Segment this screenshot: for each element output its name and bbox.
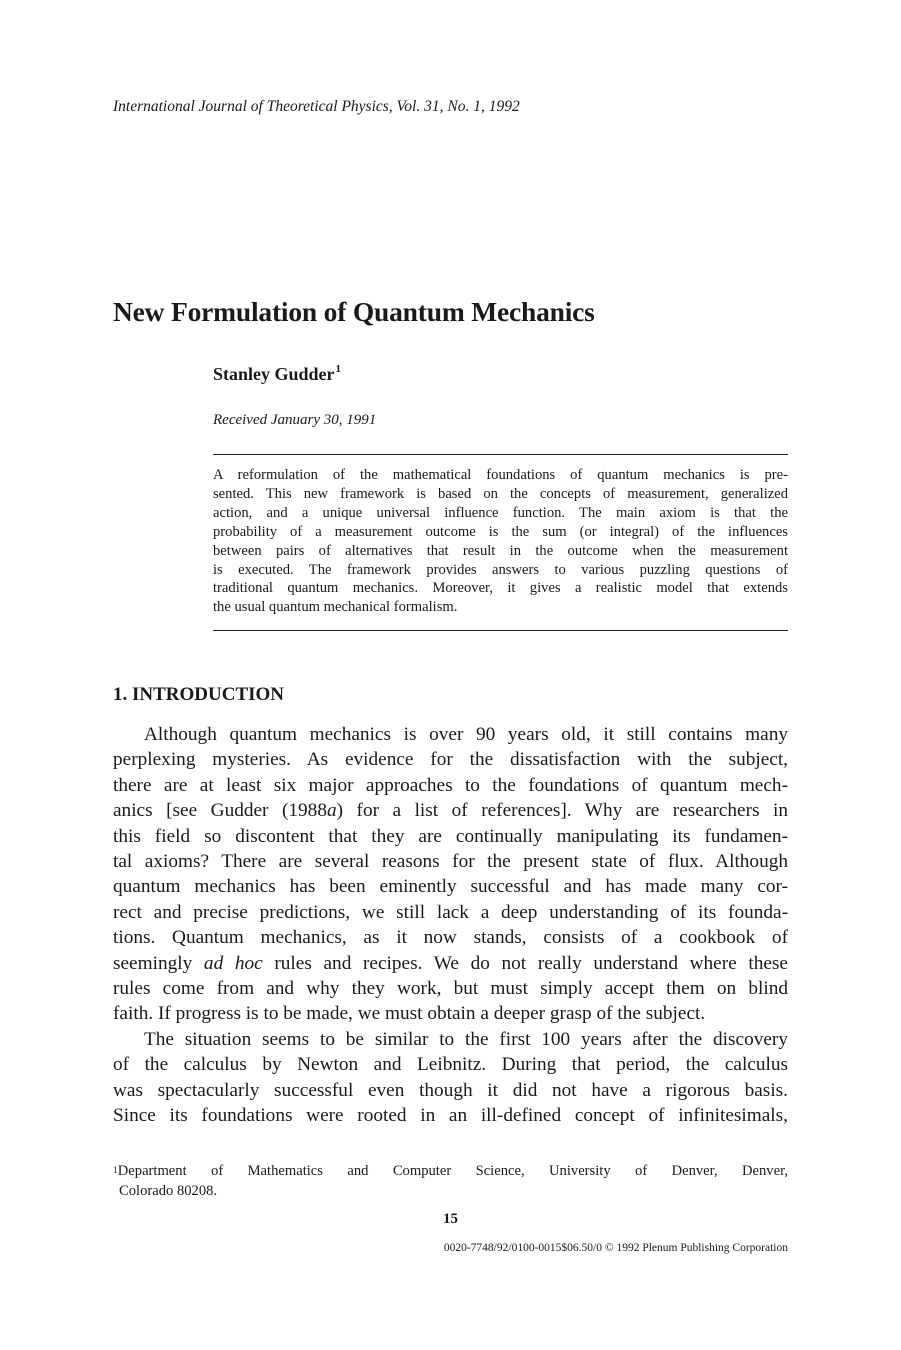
abstract-line: A reformulation of the mathematical foundations of quantum mechanics is pre- xyxy=(213,467,788,483)
body-line: perplexing mysteries. As evidence for the dissatisfaction with the subject, xyxy=(113,749,788,771)
body-line: rect and precise predictions, we still lack a deep understanding of its founda- xyxy=(113,901,788,923)
footnote-mark: 1 xyxy=(113,1166,118,1176)
author-name xyxy=(213,364,341,385)
body-line: was spectacularly successful even though it did not have a rigorous basis. xyxy=(113,1079,788,1101)
body-line: there are at least six major approaches to the foundations of quantum mech- xyxy=(113,774,788,796)
body-line: The situation seems to be similar to the first 100 years after the discovery xyxy=(144,1028,788,1050)
body-line-text: anics [see Gudder (1988 xyxy=(113,800,327,822)
body-line: tions. Quantum mechanics, as it now stands, consists of a cookbook of xyxy=(113,927,788,949)
body-line: rules come from and why they work, but must simply accept them on blind xyxy=(113,978,788,1000)
footnote xyxy=(113,1162,788,1201)
body-line: Although quantum mechanics is over 90 years old, it still contains many xyxy=(144,724,788,745)
body-text xyxy=(113,722,788,1129)
page-number: 15 xyxy=(443,1211,458,1227)
section-heading: 1. INTRODUCTION xyxy=(113,684,285,705)
author-name-text: Stanley Gudder xyxy=(213,364,335,384)
abstract-bottom-rule xyxy=(213,630,788,631)
received-date: Received January 30, 1991 xyxy=(213,412,377,428)
abstract-top-rule xyxy=(213,454,788,455)
footnote-line: Colorado 80208. xyxy=(119,1182,218,1199)
footnote-text: Department of Mathematics and Computer Science, University of Denver, Denver, xyxy=(117,1163,788,1179)
body-line: quantum mechanics has been eminently successful and has made many cor- xyxy=(113,876,788,898)
copyright-line: 0020-7748/92/0100-0015$06.50/0 © 1992 Plenum Publishing Corporation xyxy=(443,1242,788,1254)
body-line-text: rules and recipes. We do not really understand where these xyxy=(262,952,788,974)
body-line xyxy=(113,798,788,823)
abstract-line: action, and a unique universal influence function. The main axiom is that the xyxy=(213,504,788,521)
abstract-line: traditional quantum mechanics. Moreover, it gives a realistic model that extends xyxy=(213,580,788,597)
body-line-text: ) for a list of references]. Why are researchers in xyxy=(336,800,788,822)
abstract-line: the usual quantum mechanical formalism. xyxy=(213,599,458,616)
body-line-italic: ad hoc xyxy=(203,952,263,974)
body-line: this field so discontent that they are continually manipulating its fundamen- xyxy=(113,825,788,847)
abstract-line: probability of a measurement outcome is the sum (or integral) of the influences xyxy=(213,523,788,540)
body-line: tal axioms? There are several reasons for the present state of flux. Although xyxy=(113,851,788,873)
abstract-line: sented. This new framework is based on the concepts of measurement, generalized xyxy=(213,485,788,502)
body-line: of the calculus by Newton and Leibnitz. During that period, the calculus xyxy=(113,1054,788,1076)
body-line xyxy=(113,951,788,976)
article-title: New Formulation of Quantum Mechanics xyxy=(113,296,595,327)
abstract-line: is executed. The framework provides answers to various puzzling questions of xyxy=(213,561,788,578)
body-line-text: seemingly xyxy=(113,952,204,974)
abstract-line: between pairs of alternatives that result in the outcome when the measurement xyxy=(213,542,788,559)
body-line: Since its foundations were rooted in an ill-defined concept of infinitesimals, xyxy=(113,1105,788,1127)
footnote-line xyxy=(113,1162,788,1182)
paragraph-1 xyxy=(113,722,788,1027)
author-footnote-mark: 1 xyxy=(335,363,342,375)
abstract xyxy=(213,466,788,617)
journal-citation: International Journal of Theoretical Physics, Vol. 31, No. 1, 1992 xyxy=(113,98,520,115)
paragraph-2 xyxy=(113,1027,788,1129)
body-line: faith. If progress is to be made, we must obtain a deeper grasp of the subject. xyxy=(113,1003,706,1025)
body-line-italic: a xyxy=(326,800,337,822)
